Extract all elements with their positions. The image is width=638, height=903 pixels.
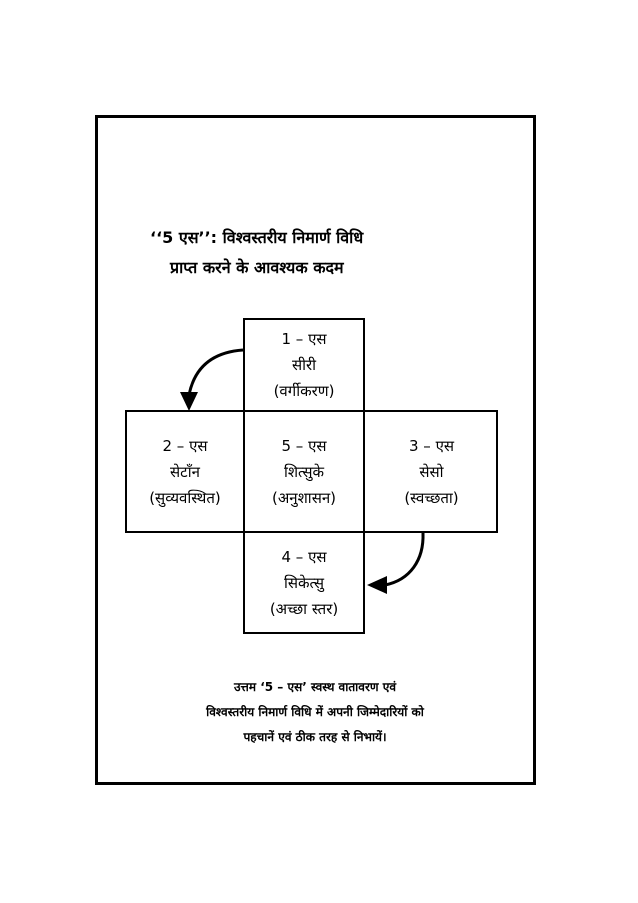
footer-line-1: उत्तम ‘5 – एस’ स्वस्थ वातावरण एवं <box>233 680 397 694</box>
cell-2s <box>125 410 245 533</box>
cell-3s-meaning: (स्वच्छता) <box>404 488 459 507</box>
cell-5s-name: शित्सुके <box>283 462 325 481</box>
cell-3s-step: 3 – एस <box>408 436 454 455</box>
footer-line-3: पहचानें एवं ठीक तरह से निभायें। <box>243 730 387 744</box>
cell-4s <box>243 531 365 634</box>
cell-2s-step: 2 – एस <box>162 436 208 455</box>
cell-2s-name: सेटाँन <box>170 462 200 481</box>
diagram-title-line-1: ‘‘5 एस’’: विश्वस्तरीय निमार्ण विधि <box>150 228 364 247</box>
cell-4s-step: 4 – एस <box>281 547 327 566</box>
cell-1s-step: 1 – एस <box>281 330 327 348</box>
cell-1s-meaning: (वर्गीकरण) <box>273 382 335 400</box>
cell-5s-step: 5 – एस <box>281 436 327 455</box>
footer-line-2: विश्वस्तरीय निमार्ण विधि में अपनी जिम्मेदारियों को <box>206 705 424 719</box>
cell-4s-meaning: (अच्छा स्तर) <box>269 599 339 618</box>
cell-4s-name: सिकेत्सु <box>284 573 324 592</box>
cell-5s-meaning: (अनुशासन) <box>271 488 337 507</box>
cell-5s <box>245 410 363 533</box>
cell-1s <box>243 318 365 412</box>
cell-3s-name: सेसो <box>419 462 444 481</box>
cell-2s-meaning: (सुव्यवस्थित) <box>149 488 221 507</box>
cell-1s-name: सीरी <box>291 356 317 374</box>
diagram-title-line-2: प्राप्त करने के आवश्यक कदम <box>170 258 344 277</box>
cell-3s <box>365 410 498 533</box>
